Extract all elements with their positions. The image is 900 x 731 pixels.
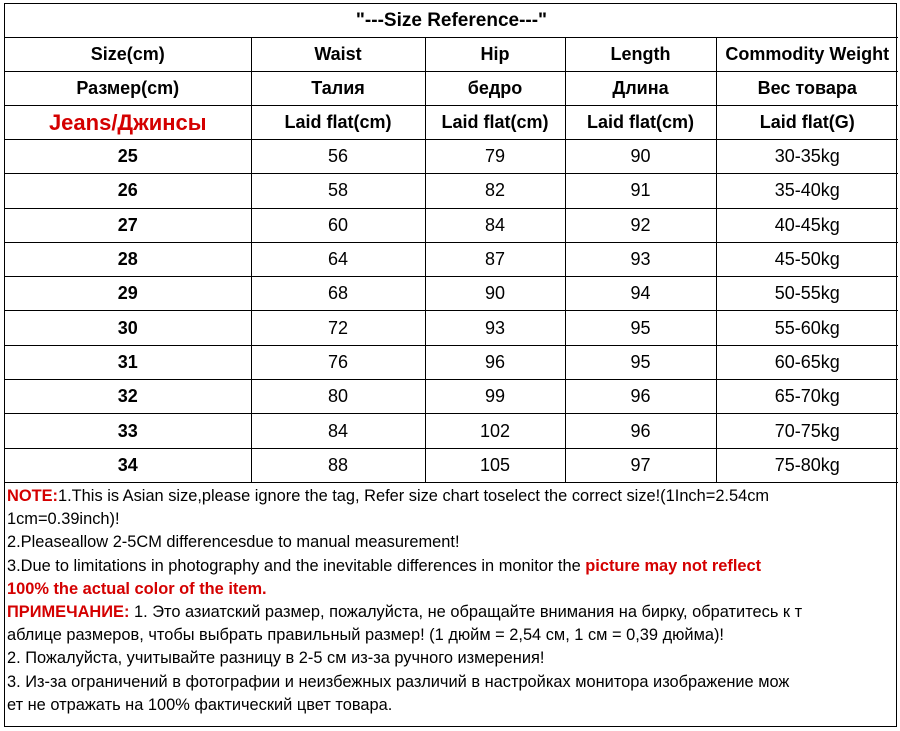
header-row-ru (5, 72, 898, 106)
notes-section (5, 483, 896, 717)
measure-cell: 96 (565, 414, 716, 448)
note-line (7, 601, 896, 624)
table-row (5, 311, 898, 345)
measure-cell: 64 (251, 242, 425, 276)
header-row-en (5, 38, 898, 72)
header-cell: Commodity Weight (716, 38, 898, 72)
size-cell: 25 (5, 140, 251, 174)
measure-cell: 94 (565, 277, 716, 311)
measure-cell: 92 (565, 208, 716, 242)
table-row (5, 345, 898, 379)
measure-cell: 55-60kg (716, 311, 898, 345)
measure-cell: 96 (565, 380, 716, 414)
measure-cell: 93 (425, 311, 565, 345)
header-cell: Laid flat(G) (716, 106, 898, 140)
measure-cell: 72 (251, 311, 425, 345)
measure-cell: 82 (425, 174, 565, 208)
measure-cell: 70-75kg (716, 414, 898, 448)
measure-cell: 88 (251, 448, 425, 482)
table-row (5, 140, 898, 174)
size-cell: 34 (5, 448, 251, 482)
size-cell: 30 (5, 311, 251, 345)
header-cell: Laid flat(cm) (251, 106, 425, 140)
table-row (5, 242, 898, 276)
measure-cell: 50-55kg (716, 277, 898, 311)
measure-cell: 90 (425, 277, 565, 311)
header-row-unit (5, 106, 898, 140)
note-highlight: 100% the actual color of the item. (7, 579, 267, 598)
measure-cell: 84 (251, 414, 425, 448)
table-row (5, 380, 898, 414)
measure-cell: 75-80kg (716, 448, 898, 482)
note-line: 3. Из-за ограничений в фотографии и неизбежных различий в настройках монитора изображение мож (7, 672, 790, 691)
header-cell: Waist (251, 38, 425, 72)
header-cell: Талия (251, 72, 425, 106)
chart-title: "---Size Reference---" (5, 4, 898, 38)
size-cell: 28 (5, 242, 251, 276)
measure-cell: 80 (251, 380, 425, 414)
measure-cell: 76 (251, 345, 425, 379)
header-cell: Длина (565, 72, 716, 106)
measure-cell: 58 (251, 174, 425, 208)
header-cell: Размер(cm) (5, 72, 251, 106)
measure-cell: 84 (425, 208, 565, 242)
note-line: 2. Пожалуйста, учитывайте разницу в 2-5 см из-за ручного измерения! (7, 649, 545, 668)
header-cell: бедро (425, 72, 565, 106)
size-cell: 32 (5, 380, 251, 414)
measure-cell: 35-40kg (716, 174, 898, 208)
measure-cell: 102 (425, 414, 565, 448)
note-text: 1. Это азиатский размер, пожалуйста, не обращайте внимания на бирку, обратитесь к т (129, 602, 803, 621)
header-cell: Size(cm) (5, 38, 251, 72)
ru-note-label: ПРИМЕЧАНИЕ: (7, 602, 130, 621)
measure-cell: 40-45kg (716, 208, 898, 242)
measure-cell: 60-65kg (716, 345, 898, 379)
measure-cell: 60 (251, 208, 425, 242)
measure-cell: 95 (565, 311, 716, 345)
header-cell: Laid flat(cm) (425, 106, 565, 140)
size-cell: 27 (5, 208, 251, 242)
measure-cell: 56 (251, 140, 425, 174)
note-line (7, 485, 896, 508)
note-label: NOTE: (7, 486, 58, 505)
measure-cell: 30-35kg (716, 140, 898, 174)
note-line (7, 578, 896, 601)
size-cell: 31 (5, 345, 251, 379)
table-row (5, 208, 898, 242)
note-line: 2.Pleaseallow 2-5CM differencesdue to manual measurement! (7, 533, 460, 552)
table-row (5, 448, 898, 482)
measure-cell: 65-70kg (716, 380, 898, 414)
table-row (5, 277, 898, 311)
table-row (5, 174, 898, 208)
product-type-label: Jeans/Джинсы (5, 106, 251, 140)
note-highlight: picture may not reflect (585, 556, 762, 575)
measure-cell: 105 (425, 448, 565, 482)
header-cell: Laid flat(cm) (565, 106, 716, 140)
measure-cell: 96 (425, 345, 565, 379)
measure-cell: 90 (565, 140, 716, 174)
note-line: 1cm=0.39inch)! (7, 510, 120, 529)
measure-cell: 91 (565, 174, 716, 208)
size-cell: 33 (5, 414, 251, 448)
size-table (5, 4, 898, 483)
header-cell: Length (565, 38, 716, 72)
note-text: 3.Due to limitations in photography and the inevitable differences in monitor the (7, 556, 586, 575)
measure-cell: 79 (425, 140, 565, 174)
note-line (7, 555, 896, 578)
header-cell: Hip (425, 38, 565, 72)
measure-cell: 99 (425, 380, 565, 414)
measure-cell: 95 (565, 345, 716, 379)
note-line: аблице размеров, чтобы выбрать правильный размер! (1 дюйм = 2,54 см, 1 см = 0,39 дюйма)! (7, 626, 724, 645)
size-rows (5, 140, 898, 483)
size-cell: 26 (5, 174, 251, 208)
size-chart-sheet (4, 3, 897, 727)
size-cell: 29 (5, 277, 251, 311)
header-cell: Вес товара (716, 72, 898, 106)
note-text: 1.This is Asian size,please ignore the tag, Refer size chart toselect the correct size!(1Inch=2.54cm (58, 486, 770, 505)
measure-cell: 87 (425, 242, 565, 276)
measure-cell: 68 (251, 277, 425, 311)
measure-cell: 93 (565, 242, 716, 276)
note-line: ет не отражать на 100% фактический цвет товара. (7, 695, 393, 714)
table-row (5, 414, 898, 448)
measure-cell: 45-50kg (716, 242, 898, 276)
title-row (5, 4, 898, 38)
measure-cell: 97 (565, 448, 716, 482)
